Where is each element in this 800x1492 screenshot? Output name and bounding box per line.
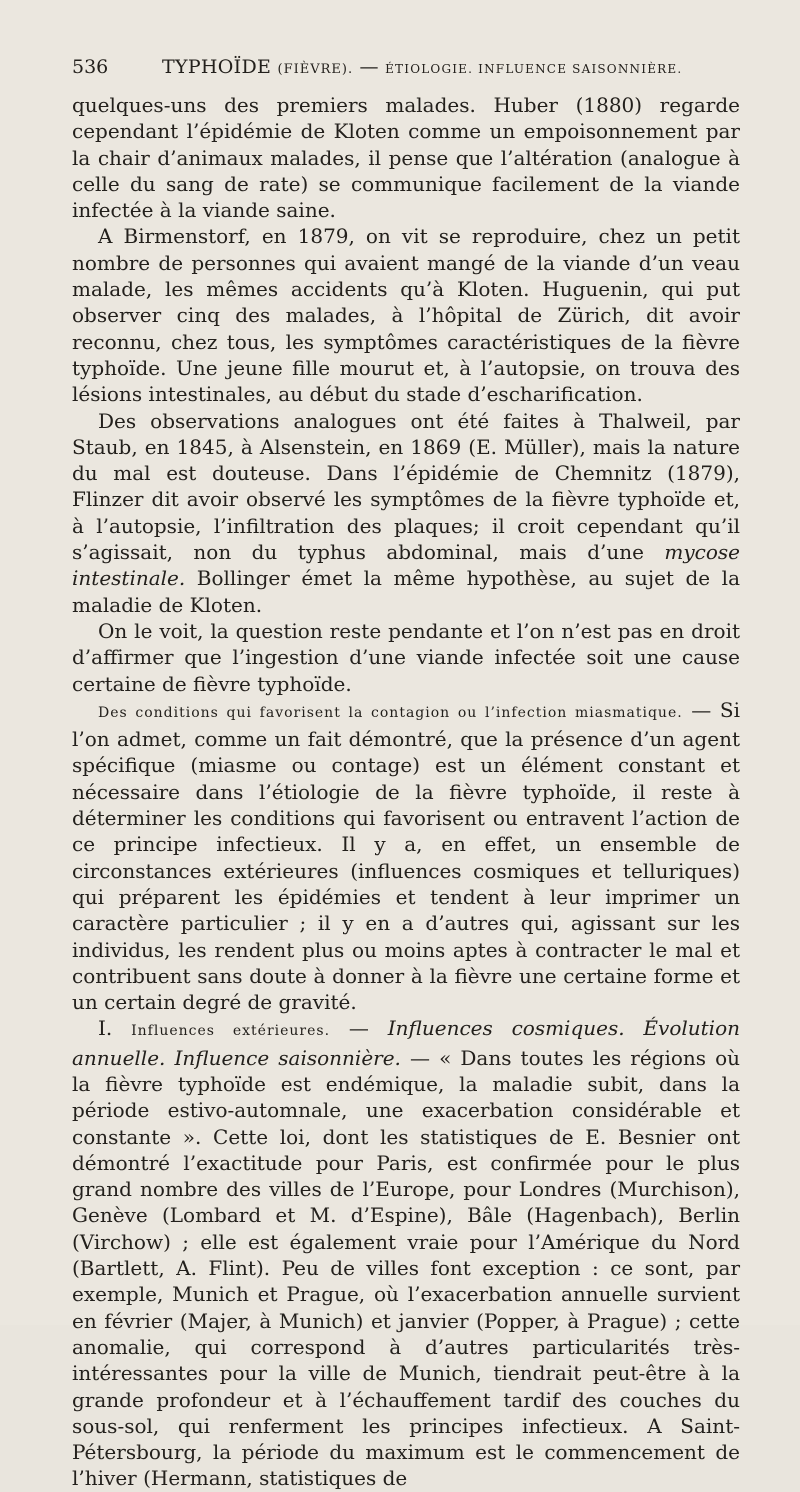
paragraph-5 [72, 697, 740, 1016]
page-number: 536 [72, 56, 109, 78]
paragraph-4: On le voit, la question reste pendante et l’on n’est pas en droit d’affirmer que l’ingestion d’une viande infectée soit une cause certaine de fièvre typhoïde. [72, 618, 740, 696]
section-heading-contagion: Des conditions qui favorisent la contagion ou l’infection miasmatique. [98, 704, 683, 721]
subheading-cosmic: Influences cosmiques. Évolution annuelle. Influence saisonnière. [72, 1016, 741, 1070]
section-heading-external: Influences extérieures. [131, 1023, 331, 1040]
paragraph-6 [72, 1015, 740, 1491]
section-number: I. [98, 1016, 113, 1041]
paragraph-6-dash-2: — [410, 1045, 430, 1070]
title-section: ÉTIOLOGIE. INFLUENCE SAISONNIÈRE. [385, 62, 683, 76]
title-paren: (FIÈVRE). [277, 62, 354, 77]
body-text [72, 92, 740, 1492]
paragraph-3-italic: mycose intestinale. [72, 540, 741, 591]
title-dash: — [359, 56, 379, 78]
title-main: TYPHOÏDE [162, 56, 272, 78]
paragraph-6-text: « Dans toutes les régions où la fièvre typhoïde est endémique, la maladie subit, dans la période estivo-automnale, une exacerbation considérable et constante ». Cette loi, dont les statistiques de E. Besnier ont démontré l’exactitude pour Paris, est confirmée pour le plus grand nombre des villes de l’Europe, pour Londres (Murchison), Genève (Lombard et M. d’Espine), Bâle (Hagenbach), Berlin (Virchow) ; elle est également vraie pour l’Amérique du Nord (Bartlett, A. Flint). Peu de villes font exception : ce sont, par exemple, Munich et Prague, où l’exacerbation annuelle survient en février (Majer, à Munich) et janvier (Popper, à Prague) ; cette anomalie, qui correspond à d’autres particularités très-intéressantes pour la ville de Munich, tiendrait peut-être à la grande profondeur et à l’échauffement tardif des couches du sous-sol, qui renferment les principes infectieux. A Saint-Pétersbourg, la période du maximum est le commencement de l’hiver (Hermann, statistiques de [72, 1045, 741, 1491]
paragraph-6-dash-1: — [348, 1016, 369, 1041]
paragraph-5-text: — Si l’on admet, comme un fait démontré, que la présence d’un agent spécifique (miasme ou contage) est un élément constant et nécessaire dans l’étiologie de la fièvre typhoïde, il reste à déterminer les conditions qui favorisent ou entravent l’action de ce principe infectieux. Il y a, en effet, un ensemble de circonstances extérieures (influences cosmiques et telluriques) qui préparent les épidémies et tendent à leur imprimer un caractère particulier ; il y en a d’autres qui, agissant sur les individus, les rendent plus ou moins aptes à contracter le mal et contribuent sans doute à donner à la fièvre une certaine forme et un certain degré de gravité. [72, 697, 740, 1015]
paragraph-1: quelques-uns des premiers malades. Huber (1880) regarde cependant l’épidémie de Kloten comme un empoisonnement par la chair d’animaux malades, il pense que l’altération (analogue à celle du sang de rate) se communique facilement de la viande infectée à la viande saine. [72, 93, 740, 223]
running-header [72, 56, 740, 86]
paragraph-2: A Birmenstorf, en 1879, on vit se reproduire, chez un petit nombre de personnes qui avaient mangé de la viande d’un veau malade, les mêmes accidents qu’à Kloten. Huguenin, qui put observer cinq des malades, à l’hôpital de Zürich, dit avoir reconnu, chez tous, les symptômes caractéristiques de la fièvre typhoïde. Une jeune fille mourut et, à l’autopsie, on trouva des lésions intestinales, au début du stade d’escharification. [72, 224, 740, 407]
running-title [162, 56, 682, 78]
paragraph-3-text-b: Bollinger émet la même hypothèse, au sujet de la maladie de Kloten. [72, 566, 740, 617]
paragraph-3 [72, 408, 740, 618]
paragraph-3-text-a: Des observations analogues ont été faites à Thalweil, par Staub, en 1845, à Alsenstein, en 1869 (E. Müller), mais la nature du mal est douteuse. Dans l’épidémie de Chemnitz (1879), Flinzer dit avoir observé les symptômes de la fièvre typhoïde et, à l’autopsie, l’infiltration des plaques; il croit cependant qu’il s’agissait, non du typhus abdominal, mais d’une [72, 408, 740, 565]
